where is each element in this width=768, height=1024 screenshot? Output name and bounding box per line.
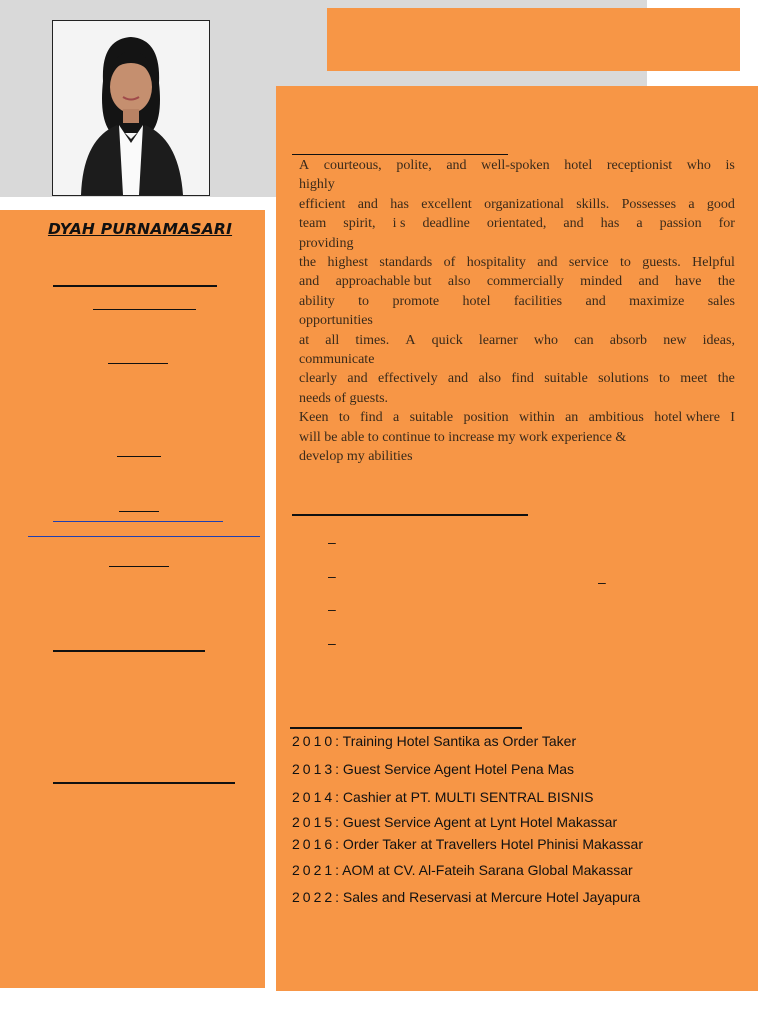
- experience-text: : Order Taker at Travellers Hotel Phinisi Makassar: [335, 836, 644, 852]
- profile-word: absorb: [609, 332, 648, 348]
- experience-text: : AOM at CV. Al-Fateih Sarana Global Makassar: [335, 862, 633, 878]
- experience-text: : Cashier at PT. MULTI SENTRAL BISNIS: [335, 789, 594, 805]
- profile-word: to: [358, 293, 370, 309]
- profile-word: receptionist: [606, 158, 673, 173]
- profile-word: all: [325, 332, 340, 348]
- profile-word: efficient: [299, 196, 346, 212]
- education-heading-rule: [292, 514, 528, 516]
- profile-line: [299, 369, 735, 388]
- profile-word: has: [600, 216, 620, 232]
- education-bullet-dash: –: [328, 534, 336, 550]
- profile-line: [299, 311, 735, 330]
- experience-item: [292, 789, 593, 805]
- profile-heading-rule: [292, 154, 508, 155]
- profile-word: a: [393, 410, 400, 426]
- profile-line: [299, 447, 735, 466]
- profile-word: the: [299, 255, 317, 271]
- profile-word: ability: [299, 293, 335, 309]
- social-heading-rule: [109, 566, 169, 567]
- experience-item: [292, 814, 617, 830]
- profile-word: and: [563, 216, 584, 232]
- education-bullet-dash: –: [328, 601, 336, 617]
- header-title-box: [327, 8, 740, 71]
- profile-summary: [299, 156, 735, 467]
- profile-word: hotel: [462, 293, 491, 309]
- profile-line: [299, 156, 735, 175]
- profile-word: A: [299, 158, 310, 173]
- profile-word: orientated,: [486, 216, 547, 232]
- profile-word: and: [357, 196, 378, 212]
- profile-word: sales: [707, 293, 735, 309]
- address-heading-rule: [117, 456, 161, 457]
- profile-word: i s: [392, 216, 406, 232]
- contact-heading-rule: [53, 285, 217, 287]
- profile-line: [299, 428, 735, 447]
- profile-word: learner: [478, 332, 518, 348]
- profile-word: suitable: [409, 410, 454, 426]
- profile-word: needs of guests.: [299, 390, 389, 406]
- profile-word: the: [717, 274, 735, 290]
- profile-word: have: [675, 274, 702, 290]
- profile-word: excellent: [421, 196, 472, 212]
- profile-word: also: [447, 274, 471, 290]
- profile-word: ambitious: [588, 410, 644, 426]
- profile-word: standards: [379, 255, 433, 271]
- profile-word: and: [299, 274, 320, 290]
- profile-line: [299, 253, 735, 272]
- education-bullet-dash: –: [328, 568, 336, 584]
- profile-word: and: [537, 255, 558, 271]
- profile-word: of: [443, 255, 456, 271]
- profile-word: has: [390, 196, 409, 212]
- profile-word: who: [686, 158, 711, 173]
- profile-word: highly: [299, 177, 335, 193]
- profile-line: [299, 272, 735, 291]
- profile-word: and: [446, 158, 467, 173]
- profile-word: find: [511, 371, 534, 387]
- profile-word: ideas,: [702, 332, 735, 348]
- profile-photo: [52, 20, 210, 196]
- profile-word: times.: [355, 332, 390, 348]
- profile-word: find: [360, 410, 383, 426]
- profile-word: hospitality: [466, 255, 526, 271]
- profile-word: well-spoken: [481, 158, 550, 173]
- profile-word: will be able to continue to increase my work experience &: [299, 429, 627, 445]
- profile-line: [299, 389, 735, 408]
- profile-word: highest: [327, 255, 368, 271]
- profile-line: [299, 195, 735, 214]
- profile-word: new: [663, 332, 687, 348]
- person-name: DYAH PURNAMASARI: [47, 220, 233, 238]
- profile-word: hotel where: [654, 410, 720, 426]
- experience-year: 2021: [292, 862, 336, 878]
- profile-word: approachable but: [335, 274, 432, 290]
- languages-heading-rule: [53, 782, 235, 784]
- experience-item: [292, 836, 643, 852]
- experience-item: [292, 733, 576, 749]
- profile-word: hotel: [564, 158, 593, 173]
- profile-line: [299, 175, 735, 194]
- contact-subheading-rule: [93, 309, 196, 310]
- profile-word: passion: [659, 216, 702, 232]
- profile-word: at: [299, 332, 310, 348]
- experience-text: : Sales and Reservasi at Mercure Hotel Jayapura: [335, 889, 641, 905]
- profile-line: [299, 331, 735, 350]
- right-content-panel: [276, 86, 758, 991]
- profile-word: and: [347, 371, 368, 387]
- phone-heading-rule: [108, 363, 168, 364]
- email-heading-rule: [119, 511, 159, 512]
- experience-text: : Guest Service Agent Hotel Pena Mas: [335, 761, 575, 777]
- experience-heading-rule: [290, 727, 522, 729]
- experience-year: 2022: [292, 889, 336, 905]
- profile-word: deadline: [422, 216, 470, 232]
- profile-word: skills.: [576, 196, 610, 212]
- profile-word: to: [659, 371, 670, 387]
- profile-word: an: [565, 410, 579, 426]
- profile-word: team: [299, 216, 327, 232]
- profile-line: [299, 350, 735, 369]
- experience-year: 2016: [292, 836, 336, 852]
- profile-word: suitable: [544, 371, 588, 387]
- profile-word: minded: [580, 274, 623, 290]
- profile-line: [299, 292, 735, 311]
- profile-word: and: [447, 371, 469, 387]
- skills-heading-rule: [53, 650, 205, 652]
- profile-photo-image: [53, 21, 209, 195]
- profile-word: to: [619, 255, 631, 271]
- left-sidebar-panel: [0, 210, 265, 988]
- profile-word: quick: [431, 332, 463, 348]
- experience-item: [292, 862, 633, 878]
- profile-word: polite,: [396, 158, 432, 173]
- profile-word: providing: [299, 235, 354, 251]
- profile-word: Possesses: [621, 196, 677, 212]
- profile-word: meet: [680, 371, 708, 387]
- profile-word: clearly: [299, 371, 338, 387]
- profile-word: guests.: [642, 255, 681, 271]
- education-bullet-dash: –: [328, 635, 336, 651]
- profile-word: position: [463, 410, 509, 426]
- profile-word: solutions: [598, 371, 649, 387]
- profile-word: facilities: [513, 293, 563, 309]
- profile-word: spirit,: [343, 216, 376, 232]
- profile-word: can: [574, 332, 594, 348]
- experience-text: : Training Hotel Santika as Order Taker: [335, 733, 577, 749]
- profile-word: commercially: [486, 274, 564, 290]
- profile-word: organizational: [484, 196, 564, 212]
- profile-word: maximize: [629, 293, 685, 309]
- experience-item: [292, 761, 574, 777]
- education-bullet-dash: –: [598, 574, 606, 590]
- experience-text: : Guest Service Agent at Lynt Hotel Makassar: [335, 814, 618, 830]
- profile-word: who: [533, 332, 559, 348]
- profile-word: a: [688, 196, 695, 212]
- profile-word: and: [638, 274, 659, 290]
- profile-word: within: [518, 410, 555, 426]
- profile-word: also: [478, 371, 502, 387]
- profile-word: promote: [392, 293, 440, 309]
- profile-word: A: [405, 332, 416, 348]
- profile-word: develop my abilities: [299, 449, 413, 465]
- profile-word: a: [636, 216, 643, 232]
- profile-word: the: [717, 371, 735, 387]
- experience-year: 2010: [292, 733, 336, 749]
- website-link-underline[interactable]: [28, 536, 260, 537]
- profile-line: [299, 214, 735, 233]
- profile-word: good: [706, 196, 735, 212]
- experience-year: 2013: [292, 761, 336, 777]
- profile-word: communicate: [299, 352, 375, 368]
- experience-year: 2015: [292, 814, 336, 830]
- profile-word: for: [718, 216, 735, 232]
- profile-line: [299, 234, 735, 253]
- profile-word: Keen: [299, 410, 329, 426]
- profile-line: [299, 408, 735, 427]
- profile-word: Helpful: [692, 255, 735, 271]
- profile-word: I: [730, 410, 735, 426]
- profile-word: is: [725, 158, 735, 173]
- profile-word: courteous,: [323, 158, 382, 173]
- experience-year: 2014: [292, 789, 336, 805]
- profile-word: effectively: [377, 371, 438, 387]
- email-link-underline[interactable]: [53, 521, 223, 522]
- profile-word: service: [568, 255, 609, 271]
- profile-word: to: [338, 410, 350, 426]
- experience-item: [292, 889, 640, 905]
- profile-word: and: [585, 293, 606, 309]
- profile-word: opportunities: [299, 313, 373, 329]
